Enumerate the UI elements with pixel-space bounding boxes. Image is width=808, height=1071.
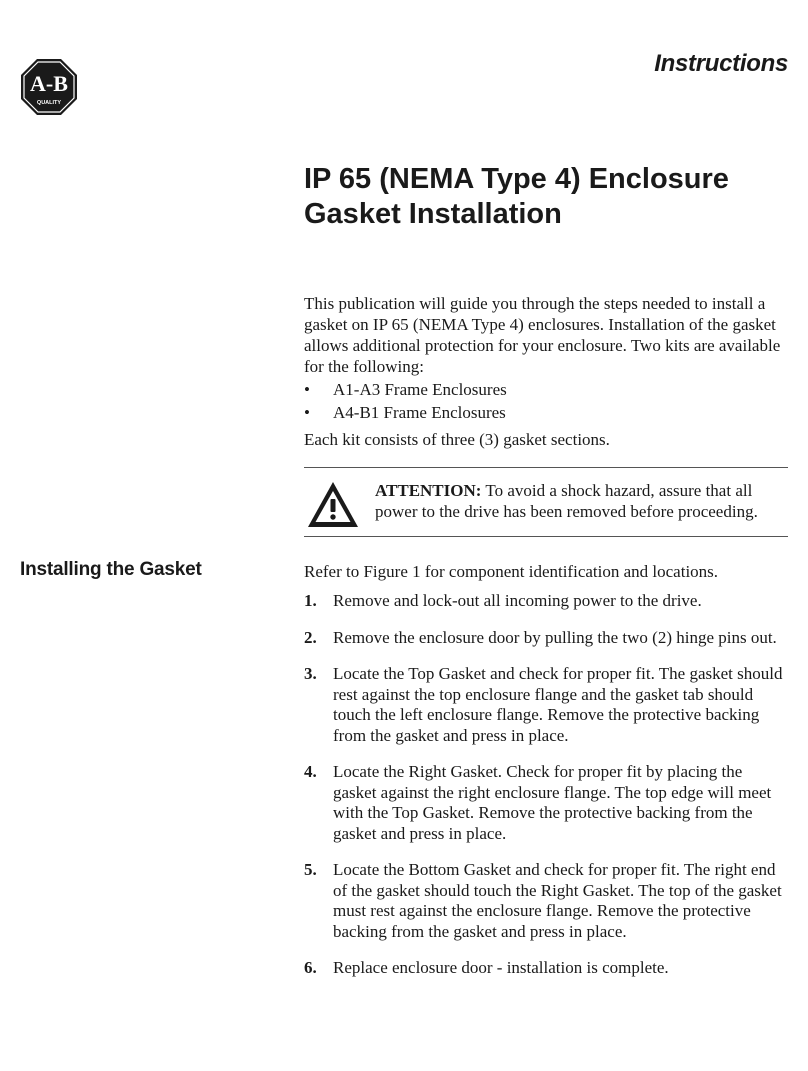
attention-text: To avoid a shock hazard, assure that all power to the drive has been removed before proceeding. — [375, 481, 758, 521]
steps-list — [304, 591, 788, 995]
step-number: 6. — [304, 958, 317, 977]
kit-list — [304, 378, 788, 424]
allen-bradley-logo — [20, 58, 78, 116]
list-item — [304, 378, 788, 401]
step-text: Replace enclosure door - installation is complete. — [333, 958, 669, 977]
bullet: • — [304, 380, 310, 399]
kit-note: Each kit consists of three (3) gasket sections. — [304, 430, 610, 449]
step-number: 3. — [304, 664, 317, 683]
refer-text: Refer to Figure 1 for component identification and locations. — [304, 562, 719, 581]
step-text: Locate the Bottom Gasket and check for proper fit. The right end of the gasket should touch the Right Gasket. The top of the gasket must rest against the enclosure flange. Remove the protective backing from the gasket and press in place. — [333, 860, 782, 941]
page-title: IP 65 (NEMA Type 4) Enclosure Gasket Installation — [304, 163, 729, 230]
list-item — [304, 401, 788, 424]
step-text: Remove and lock-out all incoming power to the drive. — [333, 591, 702, 610]
logo-subtext: QUALITY — [36, 100, 62, 106]
list-item — [304, 958, 788, 979]
document-type-label: Instructions — [654, 50, 788, 77]
intro-paragraph: This publication will guide you through the steps needed to install a gasket on IP 65 (NEMA Type 4) enclosures. Installation of the gasket allows additional protection for your enclosure. Two kits are available for the following: — [304, 294, 781, 376]
step-number: 1. — [304, 591, 317, 610]
warning-triangle-icon — [306, 480, 360, 530]
list-item — [304, 860, 788, 942]
step-text: Locate the Top Gasket and check for proper fit. The gasket should rest against the top enclosure flange and the gasket tab should touch the left enclosure flange. Remove the protective backing from the gasket and press in place. — [333, 664, 783, 745]
divider-bottom — [304, 536, 788, 537]
divider-top — [304, 467, 788, 468]
bullet: • — [304, 403, 310, 422]
list-item — [304, 628, 788, 649]
kit-label: A4-B1 Frame Enclosures — [333, 403, 506, 422]
step-number: 4. — [304, 762, 317, 781]
step-text: Remove the enclosure door by pulling the two (2) hinge pins out. — [333, 627, 777, 647]
step-number: 2. — [304, 627, 317, 647]
kit-label: A1-A3 Frame Enclosures — [333, 380, 507, 399]
attention-notice — [375, 480, 785, 522]
logo-text: A-B — [30, 71, 68, 96]
list-item — [304, 762, 788, 844]
section-heading: Installing the Gasket — [20, 559, 202, 580]
list-item — [304, 591, 788, 612]
attention-label: ATTENTION: — [375, 481, 482, 500]
list-item — [304, 664, 788, 746]
step-text: Locate the Right Gasket. Check for proper fit by placing the gasket against the right enclosure flange. The top edge will meet with the Top Gasket. Remove the protective backing from the gasket and press in place. — [333, 762, 772, 843]
step-number: 5. — [304, 860, 317, 879]
